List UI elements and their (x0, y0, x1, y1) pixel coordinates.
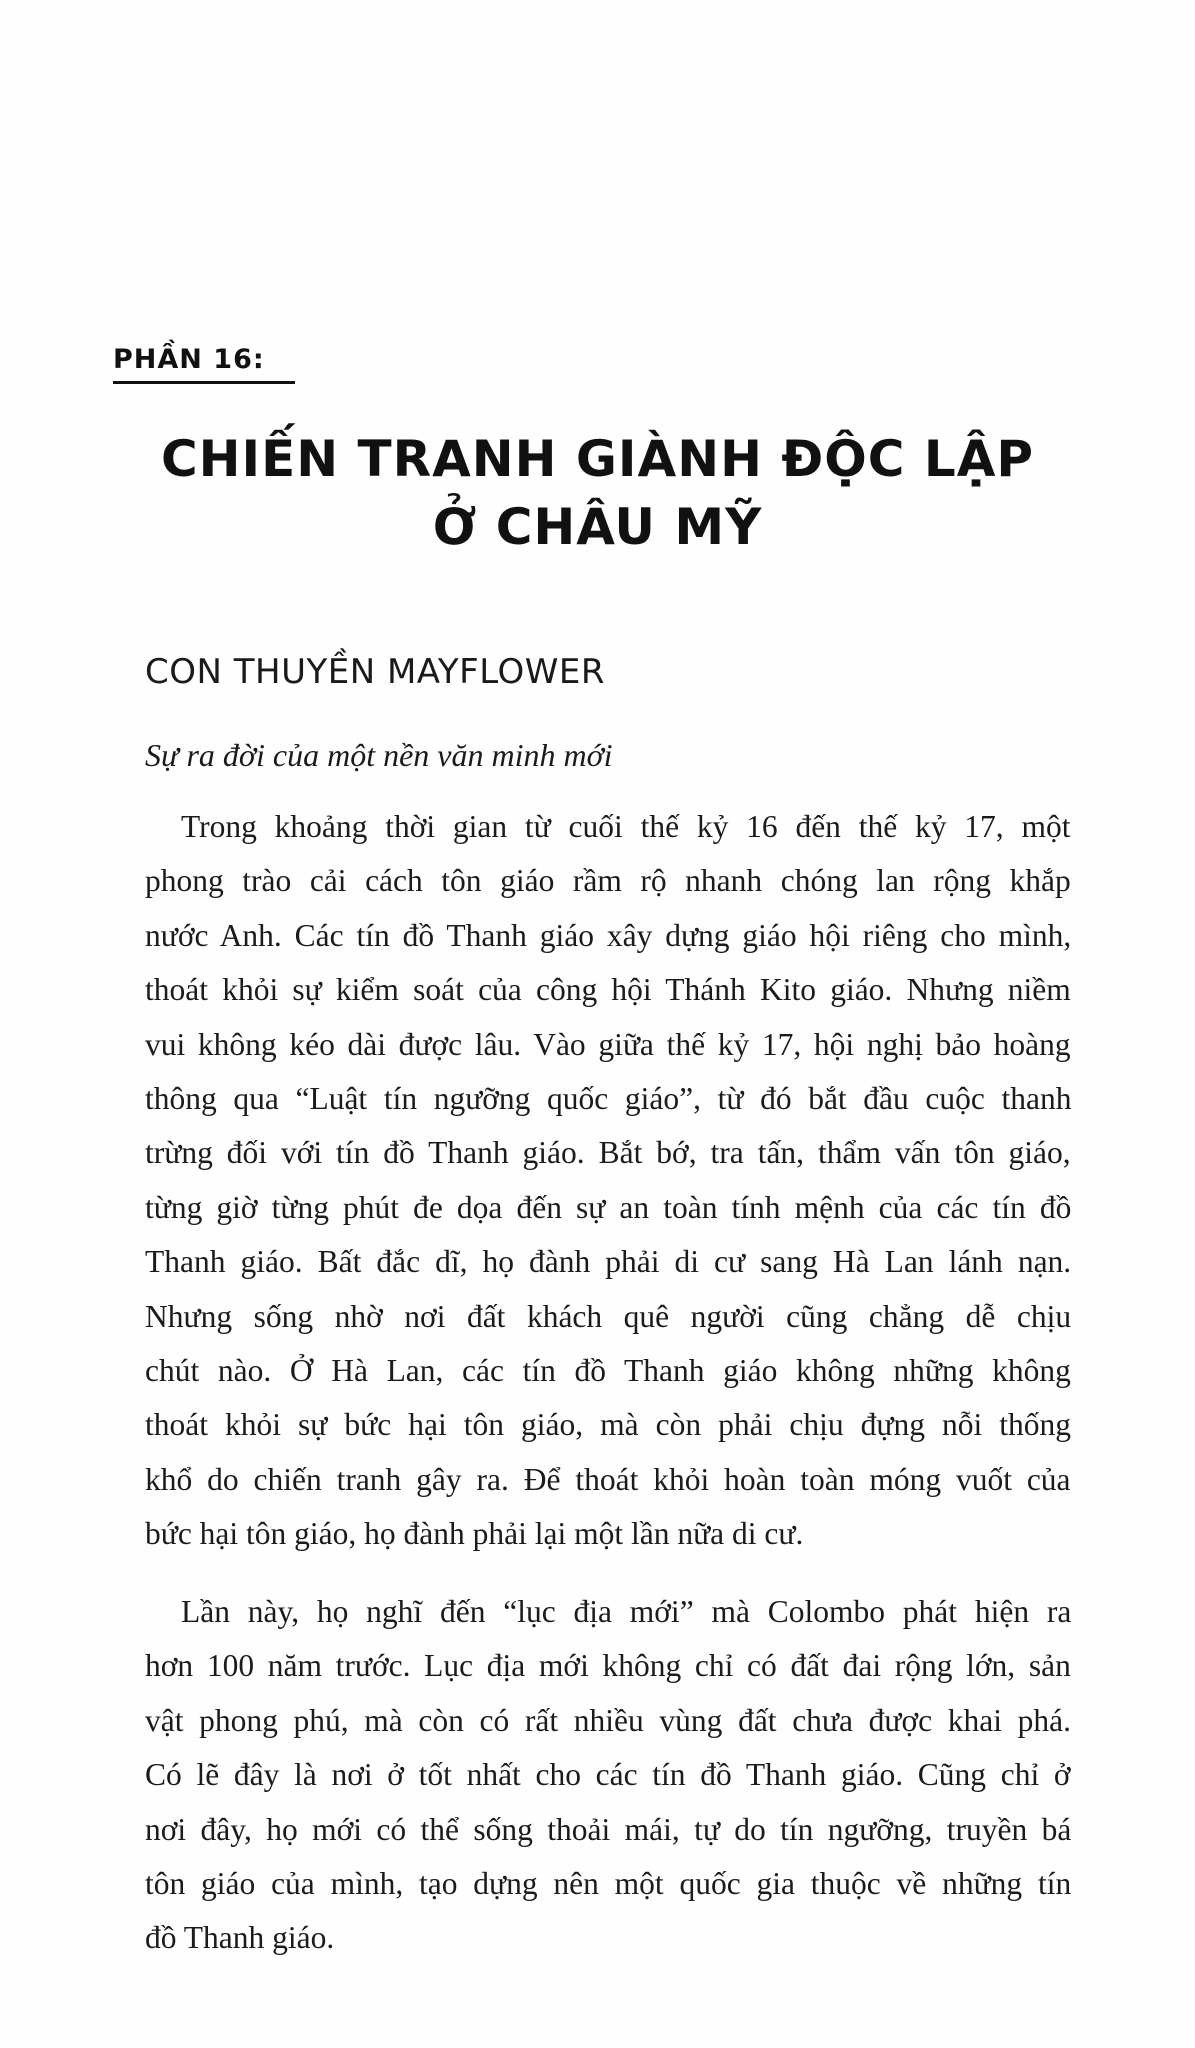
chapter-title (0, 425, 1195, 561)
chapter-title-line-1: CHIẾN TRANH GIÀNH ĐỘC LẬP (160, 430, 1035, 488)
subheading: Sự ra đời của một nền văn minh mới (145, 737, 613, 773)
text-line: nơi đây, họ mới có thể sống thoải mái, tự do tín ngưỡng, truyền bá (145, 1811, 1072, 1847)
text-line: Thanh giáo. Bất đắc dĩ, họ đành phải di cư sang Hà Lan lánh nạn. (145, 1244, 1072, 1280)
text-line: trừng đối với tín đồ Thanh giáo. Bắt bớ, tra tấn, thẩm vấn tôn giáo, (145, 1135, 1071, 1171)
chapter-title-line-2: Ở CHÂU MỸ (432, 498, 763, 556)
text-line: Có lẽ đây là nơi ở tốt nhất cho các tín đồ Thanh giáo. Cũng chỉ ở (145, 1757, 1071, 1793)
text-line: Trong khoảng thời gian từ cuối thế kỷ 16 đến thế kỷ 17, một (181, 809, 1071, 844)
paragraph-1 (145, 800, 1071, 1562)
text-line: thông qua “Luật tín ngưỡng quốc giáo”, từ đó bắt đầu cuộc thanh (145, 1081, 1072, 1117)
text-line: Nhưng sống nhờ nơi đất khách quê người cũng chẳng dễ chịu (145, 1298, 1072, 1334)
text-line: đồ Thanh giáo. (145, 1920, 335, 1956)
text-line: vui không kéo dài được lâu. Vào giữa thế kỷ 17, hội nghị bảo hoàng (145, 1026, 1071, 1062)
text-line: thoát khỏi sự bức hại tôn giáo, mà còn phải chịu đựng nỗi thống (145, 1407, 1072, 1443)
text-line: vật phong phú, mà còn có rất nhiều vùng đất chưa được khai phá. (145, 1702, 1071, 1738)
part-label: PHẦN 16: (113, 344, 295, 384)
text-line: khổ do chiến tranh gây ra. Để thoát khỏi hoàn toàn móng vuốt của (145, 1461, 1071, 1497)
text-line: bức hại tôn giáo, họ đành phải lại một lần nữa di cư. (145, 1516, 804, 1552)
text-line: Lần này, họ nghĩ đến “lục địa mới” mà Colombo phát hiện ra (181, 1594, 1072, 1629)
paragraph-2 (145, 1585, 1071, 1966)
text-line: tôn giáo của mình, tạo dựng nên một quốc gia thuộc về những tín (145, 1866, 1072, 1902)
text-line: từng giờ từng phút đe dọa đến sự an toàn tính mệnh của các tín đồ (145, 1189, 1072, 1225)
text-line: phong trào cải cách tôn giáo rầm rộ nhanh chóng lan rộng khắp (145, 863, 1071, 899)
section-heading: CON THUYỀN MAYFLOWER (145, 652, 605, 692)
text-line: chút nào. Ở Hà Lan, các tín đồ Thanh giáo không những không (145, 1353, 1071, 1389)
text-line: hơn 100 năm trước. Lục địa mới không chỉ có đất đai rộng lớn, sản (145, 1648, 1071, 1684)
text-line: thoát khỏi sự kiểm soát của công hội Thánh Kito giáo. Nhưng niềm (145, 972, 1071, 1008)
text-line: nước Anh. Các tín đồ Thanh giáo xây dựng giáo hội riêng cho mình, (145, 917, 1072, 953)
